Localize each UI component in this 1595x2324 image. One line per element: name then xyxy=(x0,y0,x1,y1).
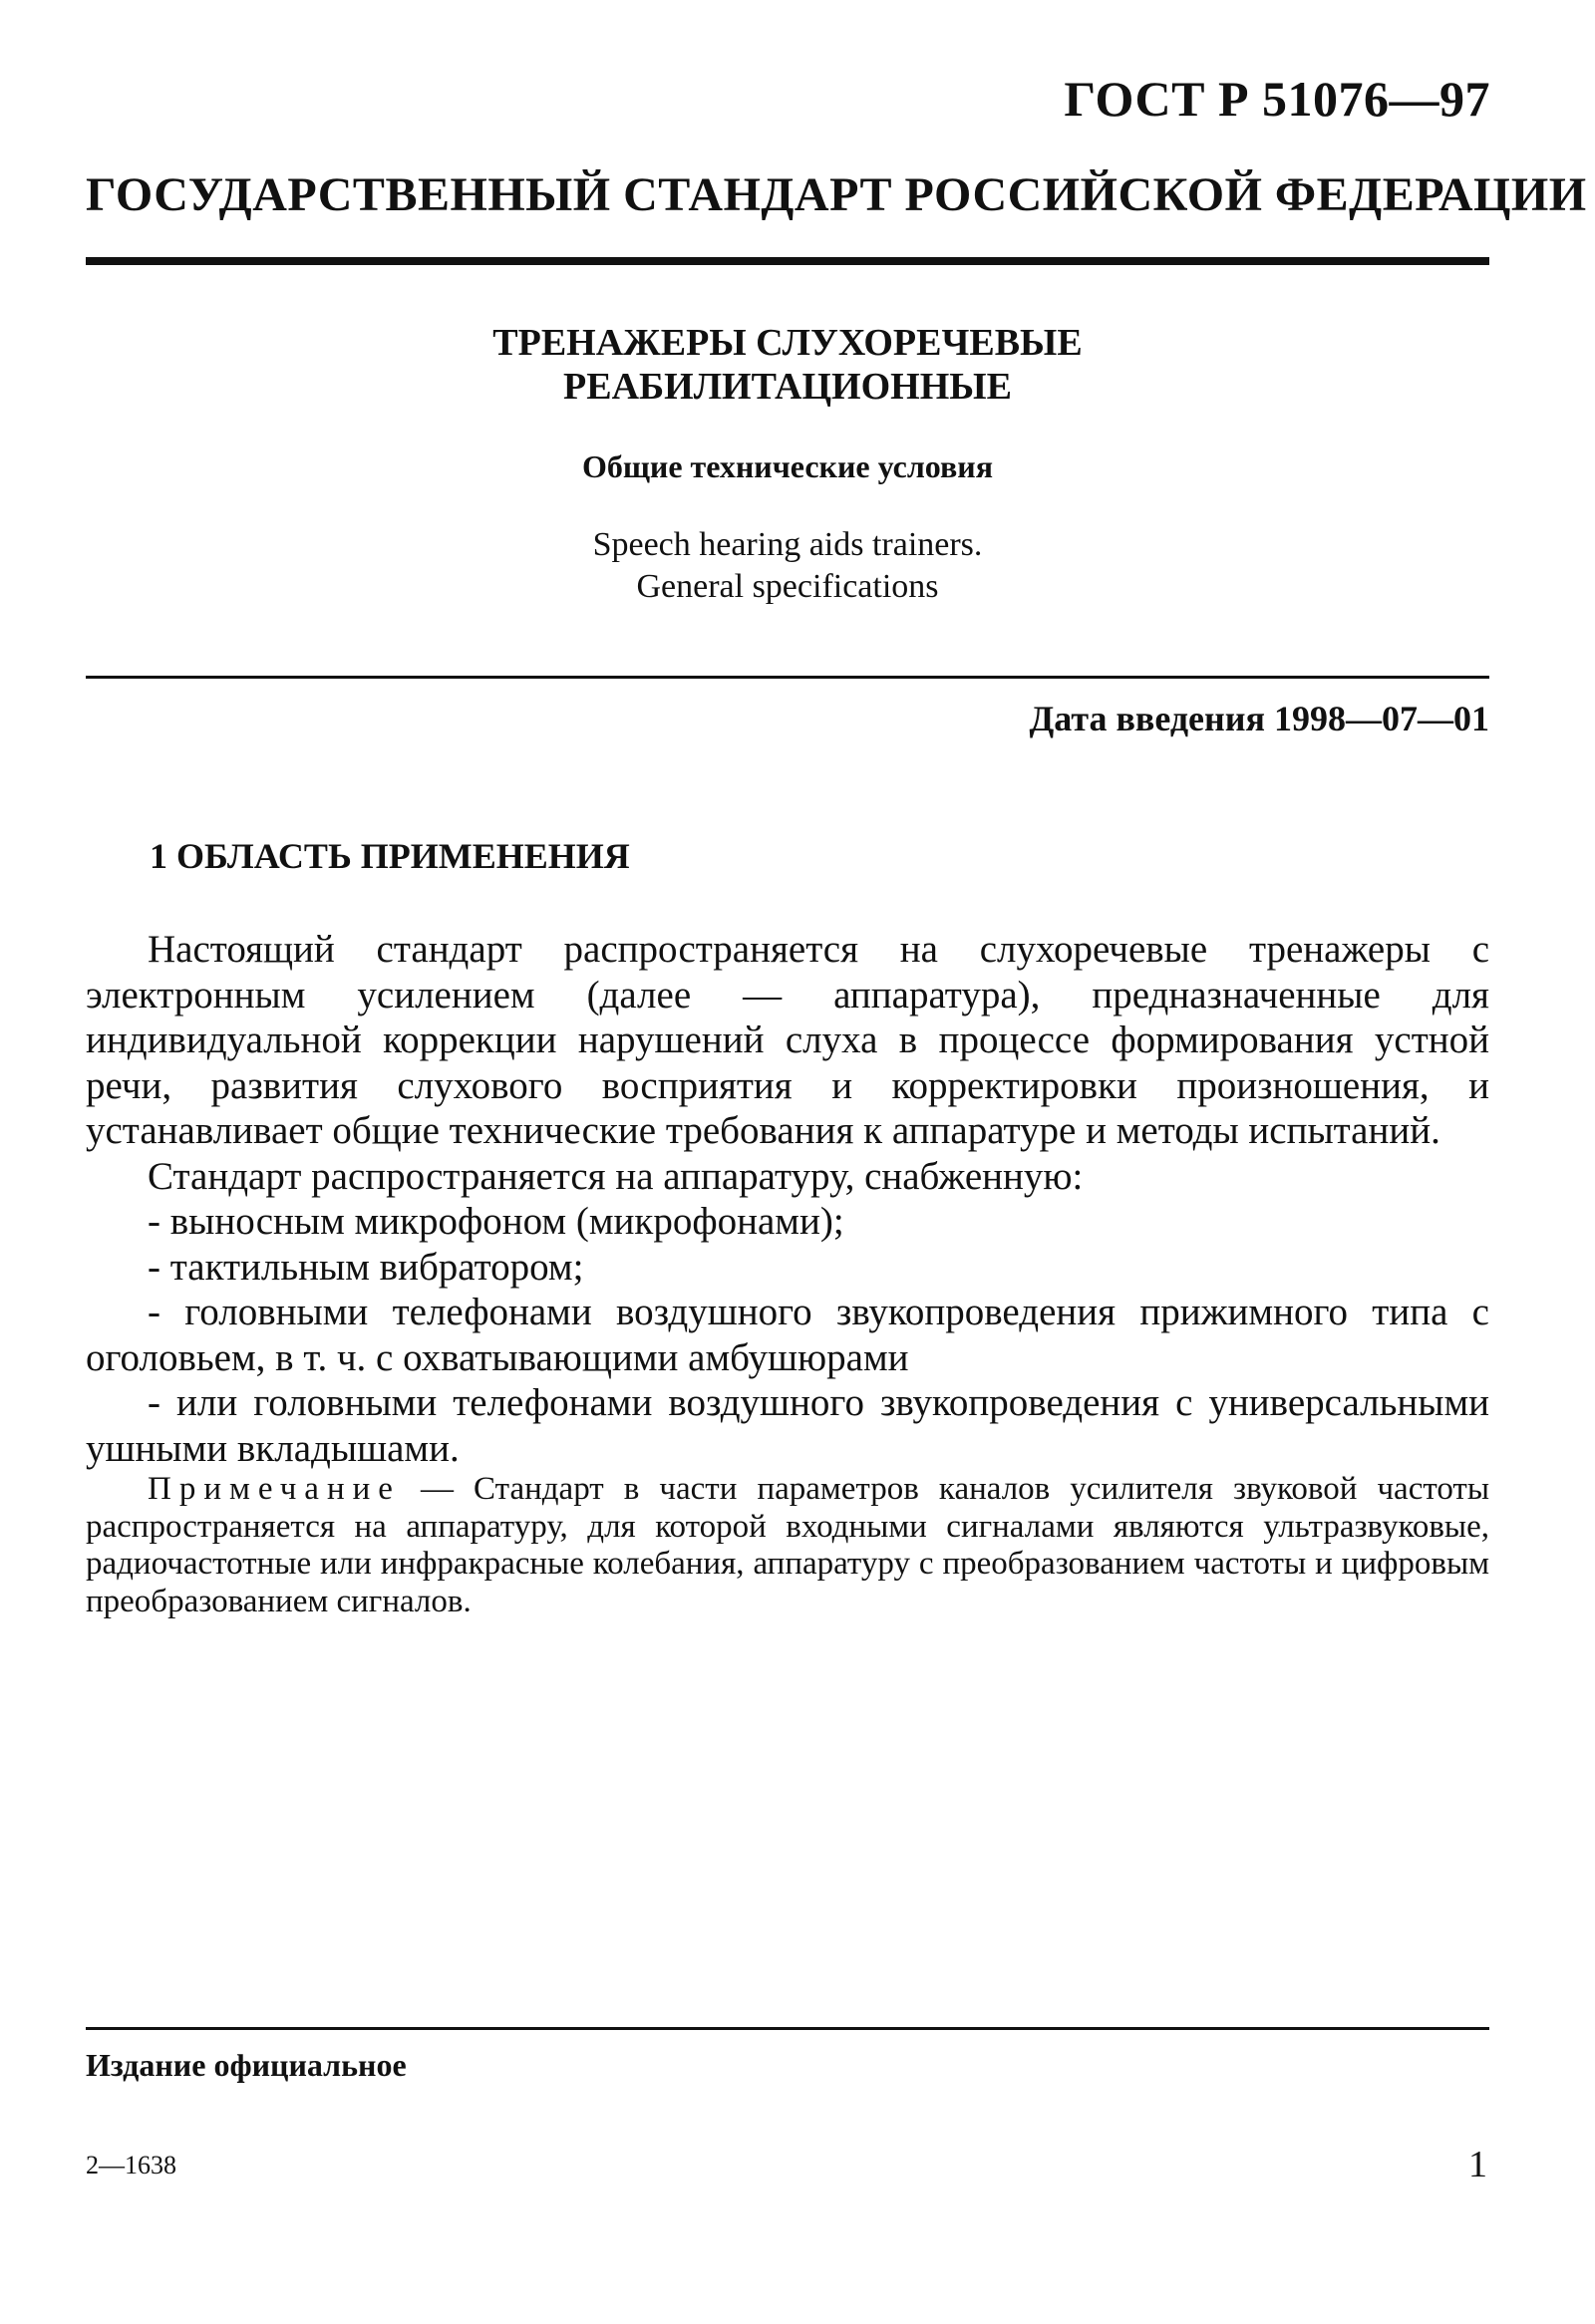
title-block xyxy=(86,321,1489,608)
list-item-headphones: - головными телефонами воздушного звукопроведения прижимного типа с оголовьем, в т. ч. с охватывающими амбушюрами xyxy=(86,1291,1489,1379)
document-title-line-2: РЕАБИЛИТАЦИОННЫЕ xyxy=(563,366,1012,408)
print-code: 2—1638 xyxy=(86,2151,176,2179)
header-divider xyxy=(86,257,1489,265)
official-edition-label: Издание официальное xyxy=(86,2047,407,2083)
page-number: 1 xyxy=(1468,2144,1487,2185)
footer-divider xyxy=(86,2027,1489,2030)
section-body xyxy=(86,927,1489,1620)
introduction-date: Дата введения 1998—07—01 xyxy=(1029,699,1489,738)
note-text: — Стандарт в части параметров каналов усилителя звуковой частоты распространяется на аппаратуру, для которой входными сигналами являются ультразвуковые, радиочастотные или инфракрасные колебания, аппаратуру с преобразованием частоты и цифровым преобразованием сигналов. xyxy=(86,1471,1489,1619)
note-label: Примечание xyxy=(148,1471,401,1507)
english-title-line-2: General specifications xyxy=(636,568,939,605)
paragraph-scope: Настоящий стандарт распространяется на слухоречевые тренажеры с электронным усилением (далее — аппаратура), предназначенные для индивидуальной коррекции нарушений слуха в процессе формирования устной речи, развития слухового восприятия и корректировки произношения, и устанавливает общие технические требования к аппаратуре и методы испытаний. xyxy=(86,928,1489,1152)
list-item-vibrator: - тактильным вибратором; xyxy=(148,1245,584,1289)
list-item-microphone: - выносным микрофоном (микрофонами); xyxy=(148,1200,844,1243)
list-item-earphones: - или головными телефонами воздушного звукопроведения с универсальными ушными вкладышами. xyxy=(86,1381,1489,1470)
document-subtitle: Общие технические условия xyxy=(581,448,994,484)
paragraph-equipment: Стандарт распространяется на аппаратуру, снабженную: xyxy=(148,1154,1084,1198)
state-standard-title: ГОСУДАРСТВЕННЫЙ СТАНДАРТ РОССИЙСКОЙ ФЕДЕРАЦИИ xyxy=(86,168,1587,221)
document-title-line-1: ТРЕНАЖЕРЫ СЛУХОРЕЧЕВЫЕ xyxy=(492,322,1083,364)
title-divider xyxy=(86,676,1489,679)
english-title-line-1: Speech hearing aids trainers. xyxy=(592,526,983,563)
note-paragraph xyxy=(86,1471,1489,1620)
section-heading: 1 ОБЛАСТЬ ПРИМЕНЕНИЯ xyxy=(150,836,630,876)
gost-code: ГОСТ Р 51076—97 xyxy=(1064,71,1490,127)
